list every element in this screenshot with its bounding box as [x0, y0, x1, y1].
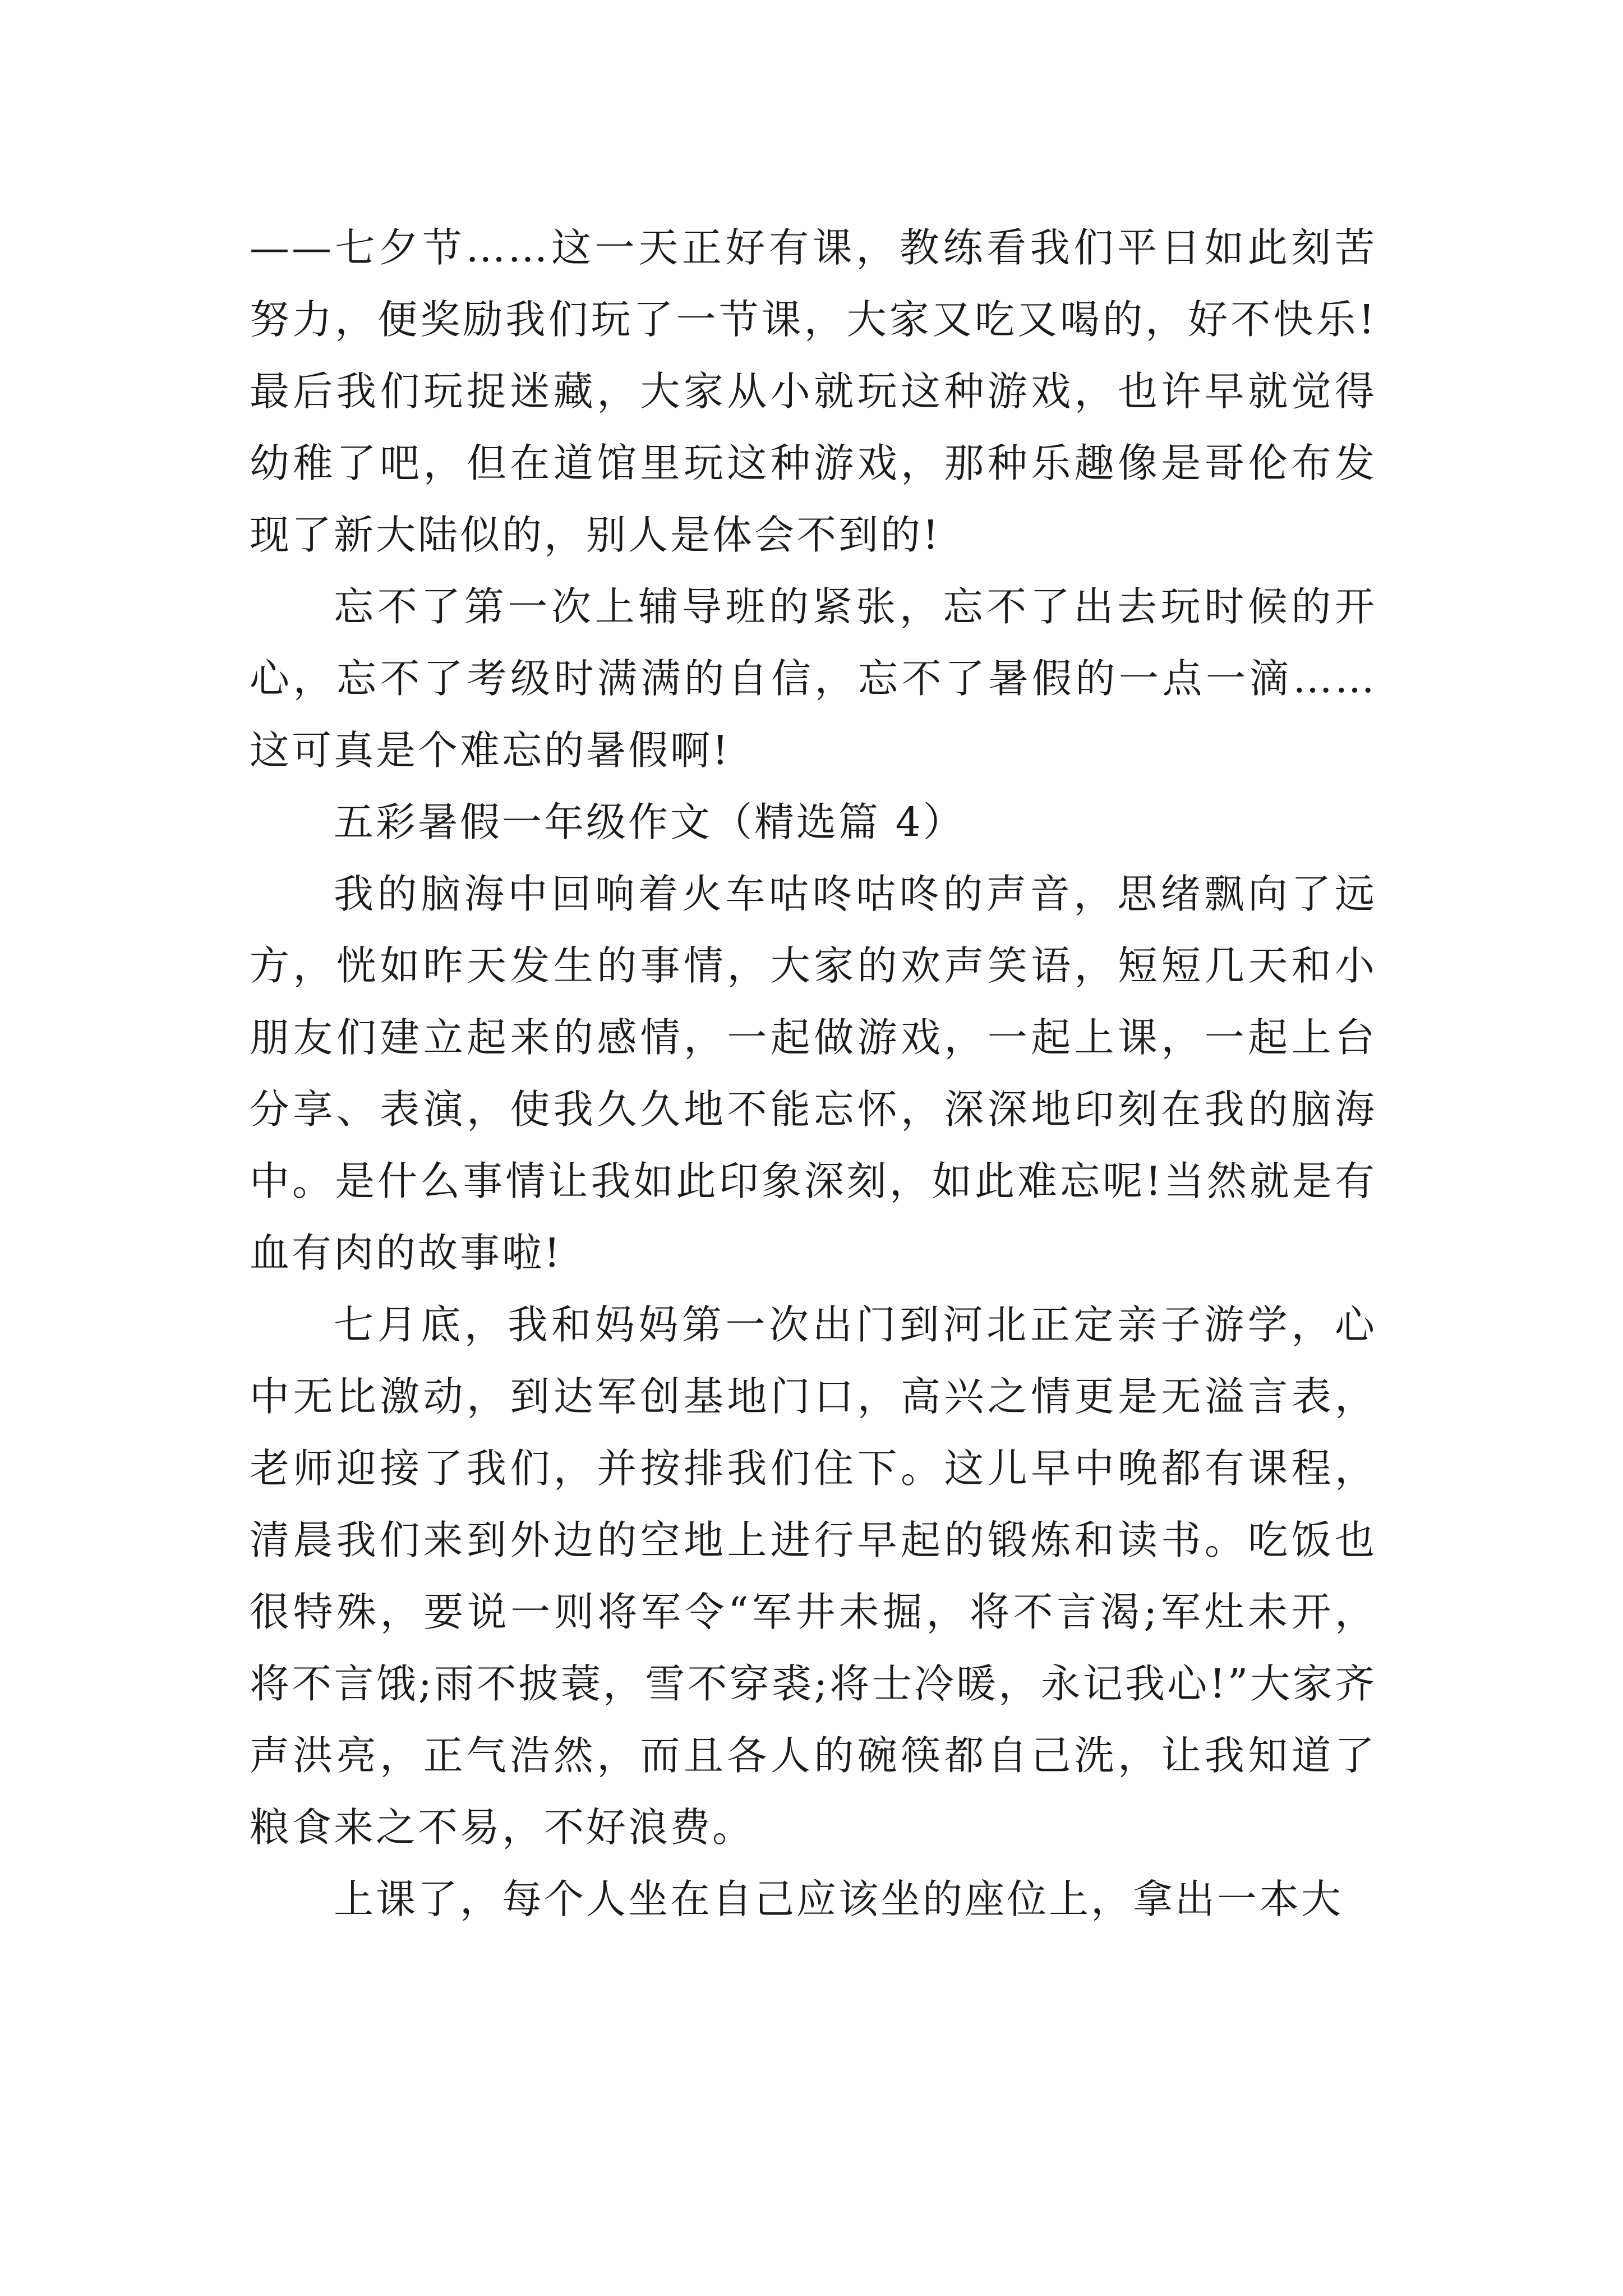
- paragraph: 七月底，我和妈妈第一次出门到河北正定亲子游学，心中无比激动，到达军创基地门口，高兴之情更是无溢言表，老师迎接了我们，并按排我们住下。这儿早中晚都有课程，清晨我们来到外边的空地上进行早起的锻炼和读书。吃饭也很特殊，要说一则将军令“军井未掘，将不言渴;军灶未开，将不言饿;雨不披蓑，雪不穿裘;将士冷暖，永记我心!”大家齐声洪亮，正气浩然，而且各人的碗筷都自己洗，让我知道了粮食来之不易，不好浪费。: [250, 1301, 1377, 1851]
- paragraph: ——七夕节……这一天正好有课，教练看我们平日如此刻苦努力，便奖励我们玩了一节课，大家又吃又喝的，好不快乐!最后我们玩捉迷藏，大家从小就玩这种游戏，也许早就觉得幼稚了吧，但在道馆里玩这种游戏，那种乐趣像是哥伦布发现了新大陆似的，别人是体会不到的!: [250, 224, 1377, 558]
- essay-body: [250, 212, 1377, 1935]
- paragraph: 上课了，每个人坐在自己应该坐的座位上，拿出一本大: [334, 1876, 1344, 1922]
- section-heading: 五彩暑假一年级作文（精选篇 4）: [334, 799, 965, 845]
- paragraph: 我的脑海中回响着火车咕咚咕咚的声音，思绪飘向了远方，恍如昨天发生的事情，大家的欢声笑语，短短几天和小朋友们建立起来的感情，一起做游戏，一起上课，一起上台分享、表演，使我久久地不能忘怀，深深地印刻在我的脑海中。是什么事情让我如此印象深刻，如此难忘呢!当然就是有血有肉的故事啦!: [250, 871, 1377, 1276]
- paragraph: 忘不了第一次上辅导班的紧张，忘不了出去玩时候的开心，忘不了考级时满满的自信，忘不了暑假的一点一滴……这可真是个难忘的暑假啊!: [250, 583, 1377, 774]
